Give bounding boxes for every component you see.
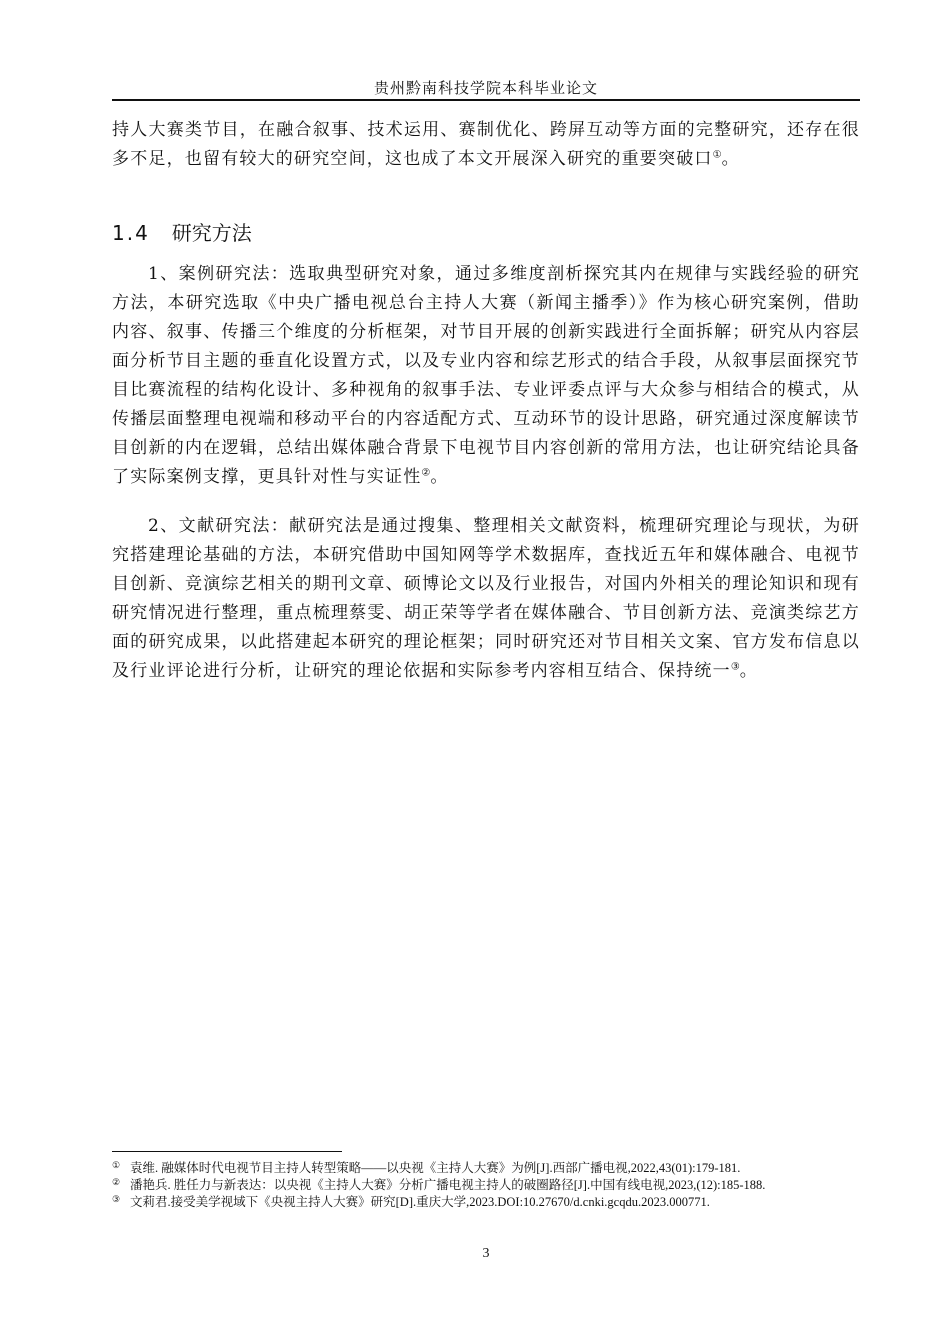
- page-header: 贵州黔南科技学院本科毕业论文: [373, 79, 598, 97]
- page-number: 3: [482, 1246, 490, 1261]
- continuation-text: 持人大赛类节目，在融合叙事、技术运用、赛制优化、跨屏互动等方面的完整研究，还存在很多不足，也留有较大的研究空间，这也成了本文开展深入研究的重要突破口: [112, 120, 860, 169]
- case-study-paragraph: [112, 260, 860, 492]
- continuation-paragraph: [112, 116, 860, 174]
- footnote-ref-2[interactable]: ②: [421, 467, 431, 479]
- footnotes: [112, 1160, 852, 1211]
- footnote-text: 袁维. 融媒体时代电视节目主持人转型策略——以央视《主持人大赛》为例[J].西部广播电视,2022,43(01):179-181.: [130, 1161, 741, 1175]
- footnote-divider: [112, 1151, 342, 1152]
- footnote-text: 潘艳兵. 胜任力与新表达：以央视《主持人大赛》分析广播电视主持人的破圈路径[J].中国有线电视,2023,(12):185-188.: [130, 1178, 766, 1192]
- literature-text: 2、文献研究法：献研究法是通过搜集、整理相关文献资料，梳理研究理论与现状，为研究搭建理论基础的方法，本研究借助中国知网等学术数据库，查找近五年和媒体融合、电视节目创新、竞演综艺相关的期刊文章、硕博论文以及行业报告，对国内外相关的理论知识和现有研究情况进行整理，重点梳理蔡雯、胡正荣等学者在媒体融合、节目创新方法、竞演类综艺方面的研究成果，以此搭建起本研究的理论框架；同时研究还对节目相关文案、官方发布信息以及行业评论进行分析，让研究的理论依据和实际参考内容相互结合、保持统一: [112, 516, 860, 681]
- footnote-item: [112, 1194, 852, 1211]
- footnote-item: [112, 1160, 852, 1177]
- footnote-ref-3[interactable]: ③: [730, 661, 740, 673]
- footnote-item: [112, 1177, 852, 1194]
- continuation-end: 。: [721, 149, 740, 169]
- literature-end: 。: [739, 661, 758, 681]
- footnote-ref-1[interactable]: ①: [712, 149, 722, 161]
- footnote-mark: ②: [112, 1177, 121, 1187]
- footnote-text: 文莉君.接受美学视域下《央视主持人大赛》研究[D].重庆大学,2023.DOI:10.27670/d.cnki.gcqdu.2023.000771.: [130, 1195, 710, 1209]
- section-heading: [112, 218, 860, 248]
- section-number: 1.4: [112, 221, 150, 245]
- footnote-mark: ③: [112, 1194, 121, 1204]
- case-study-end: 。: [430, 467, 449, 487]
- literature-paragraph: [112, 512, 860, 686]
- header-divider: [112, 99, 860, 101]
- case-study-text: 1、案例研究法：选取典型研究对象，通过多维度剖析探究其内在规律与实践经验的研究方法，本研究选取《中央广播电视总台主持人大赛（新闻主播季）》作为核心研究案例，借助内容、叙事、传播三个维度的分析框架，对节目开展的创新实践进行全面拆解；研究从内容层面分析节目主题的垂直化设置方式，以及专业内容和综艺形式的结合手段，从叙事层面探究节目比赛流程的结构化设计、多种视角的叙事手法、专业评委点评与大众参与相结合的模式，从传播层面整理电视端和移动平台的内容适配方式、互动环节的设计思路，研究通过深度解读节目创新的内在逻辑，总结出媒体融合背景下电视节目内容创新的常用方法，也让研究结论具备了实际案例支撑，更具针对性与实证性: [112, 264, 860, 487]
- section-title: 研究方法: [171, 221, 252, 245]
- footnote-mark: ①: [112, 1160, 121, 1170]
